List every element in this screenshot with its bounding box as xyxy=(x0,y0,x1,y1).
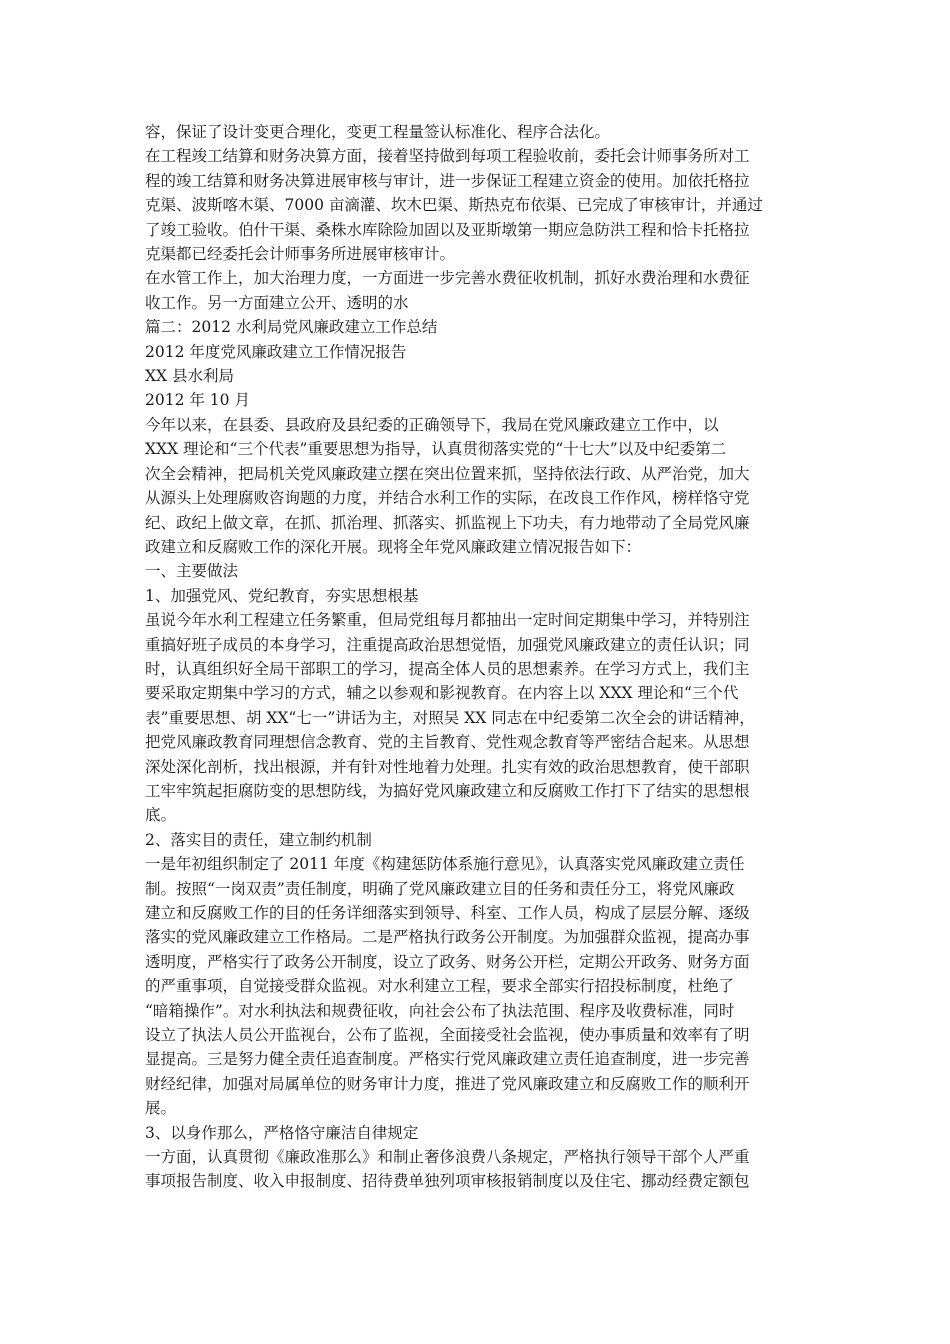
text-line: 今年以来，在县委、县政府及县纪委的正确领导下，我局在党风廉政建立工作中，以 xyxy=(145,415,719,434)
text-line: 1、加强党风、党纪教育，夯实思想根基 xyxy=(145,586,419,605)
text-line: 透明度，严格实行了政务公开制度，设立了政务、财务公开栏，定期公开政务、财务方面 xyxy=(145,952,750,971)
text-line: 2012 年度党风廉政建立工作情况报告 xyxy=(145,342,407,361)
text-line: XX 县水利局 xyxy=(145,367,234,386)
text-line: 表”重要思想、胡 XX“七一”讲话为主，对照吴 XX 同志在中纪委第二次全会的讲话精神， xyxy=(145,708,755,727)
text-line: 2012 年 10 月 xyxy=(145,391,250,410)
text-line: 3、以身作那么，严格恪守廉洁自律规定 xyxy=(145,1123,419,1142)
text-line: 2、落实目的责任，建立制约机制 xyxy=(145,830,372,849)
text-line: 显提高。三是努力健全责任追查制度。严格实行党风廉政建立责任追查制度，进一步完善 xyxy=(145,1050,750,1069)
text-line: 克渠、波斯喀木渠、7000 亩滴灌、坎木巴渠、斯热克布依渠、已完成了审核审计，并通过 xyxy=(145,196,763,215)
text-line: 展。 xyxy=(145,1099,177,1118)
text-line: 一是年初组织制定了 2011 年度《构建惩防体系施行意见》，认真落实党风廉政建立责任 xyxy=(145,855,745,874)
text-line: 深处深化剖析，找出根源，并有针对性地着力处理。扎实有效的政治思想教育，使干部职 xyxy=(145,757,750,776)
text-line: “暗箱操作”。对水利执法和规费征收，向社会公布了执法范围、程序及收费标准，同时 xyxy=(145,1001,735,1020)
text-line: 的严重事项，自觉接受群众监视。对水利建立工程，要求全部实行招投标制度，杜绝了 xyxy=(145,977,735,996)
text-line: 时，认真组织好全局干部职工的学习，提高全体人员的思想素养。在学习方式上，我们主 xyxy=(145,659,750,678)
text-line: 要采取定期集中学习的方式，辅之以参观和影视教育。在内容上以 XXX 理论和“三个代 xyxy=(145,684,739,703)
text-line: XXX 理论和“三个代表”重要思想为指导，认真贯彻落实党的“十七大”以及中纪委第二 xyxy=(145,440,727,459)
text-line: 重搞好班子成员的本身学习，注重提高政治思想觉悟，加强党风廉政建立的责任认识；同 xyxy=(145,635,750,654)
text-line: 次全会精神，把局机关党风廉政建立摆在突出位置来抓，坚持依法行政、从严治党，加大 xyxy=(145,464,750,483)
text-line: 建立和反腐败工作的目的任务详细落实到领导、科室、工作人员，构成了层层分解、逐级 xyxy=(145,904,750,922)
text-line: 容，保证了设计变更合理化，变更工程量签认标准化、程序合法化。 xyxy=(145,123,611,141)
text-line: 程的竣工结算和财务决算进展审核与审计，进一步保证工程建立资金的使用。加依托格拉 xyxy=(145,171,750,190)
text-line: 底。 xyxy=(145,806,177,825)
text-line: 财经纪律，加强对局属单位的财务审计力度，推进了党风廉政建立和反腐败工作的顺利开 xyxy=(145,1074,750,1093)
text-line: 在水管工作上，加大治理力度，一方面进一步完善水费征收机制，抓好水费治理和水费征 xyxy=(145,269,750,288)
text-line: 纪、政纪上做文章，在抓、抓治理、抓落实、抓监视上下功夫，有力地带动了全局党风廉 xyxy=(145,513,750,532)
text-line: 落实的党风廉政建立工作格局。二是严格执行政务公开制度。为加强群众监视，提高办事 xyxy=(145,928,750,947)
text-line: 在工程竣工结算和财务决算方面，接着坚持做到每项工程验收前，委托会计师事务所对工 xyxy=(145,147,750,166)
text-line: 从源头上处理腐败咨询题的力度，并结合水利工作的实际，在改良工作作风，榜样恪守党 xyxy=(145,489,750,508)
text-line: 工牢牢筑起拒腐防变的思想防线，为搞好党风廉政建立和反腐败工作打下了结实的思想根 xyxy=(145,781,750,800)
text-line: 事项报告制度、收入申报制度、招待费单独列项审核报销制度以及住宅、挪动经费定额包 xyxy=(145,1172,750,1191)
text-line: 制。按照“一岗双责”责任制度，明确了党风廉政建立目的任务和责任分工，将党风廉政 xyxy=(145,879,735,898)
text-line: 一、主要做法 xyxy=(145,562,239,581)
text-line: 虽说今年水利工程建立任务繁重，但局党组每月都抽出一定时间定期集中学习，并特别注 xyxy=(145,611,750,630)
text-line: 政建立和反腐败工作的深化开展。现将全年党风廉政建立情况报告如下： xyxy=(145,537,642,556)
text-line: 了竣工验收。伯什干渠、桑株水库除险加固以及亚斯墩第一期应急防洪工程和恰卡托格拉 xyxy=(145,220,750,239)
text-line: 收工作。另一方面建立公开、透明的水 xyxy=(145,293,409,312)
document-body xyxy=(145,120,807,1194)
text-line: 一方面，认真贯彻《廉政准那么》和制止奢侈浪费八条规定，严格执行领导干部个人严重 xyxy=(145,1148,750,1167)
text-line: 克渠都已经委托会计师事务所进展审核审计。 xyxy=(145,245,456,264)
text-line: 把党风廉政教育同理想信念教育、党的主旨教育、党性观念教育等严密结合起来。从思想 xyxy=(145,733,750,752)
text-line: 设立了执法人员公开监视台，公布了监视，全面接受社会监视，使办事质量和效率有了明 xyxy=(145,1026,750,1045)
text-line: 篇二：2012 水利局党风廉政建立工作总结 xyxy=(145,318,438,337)
